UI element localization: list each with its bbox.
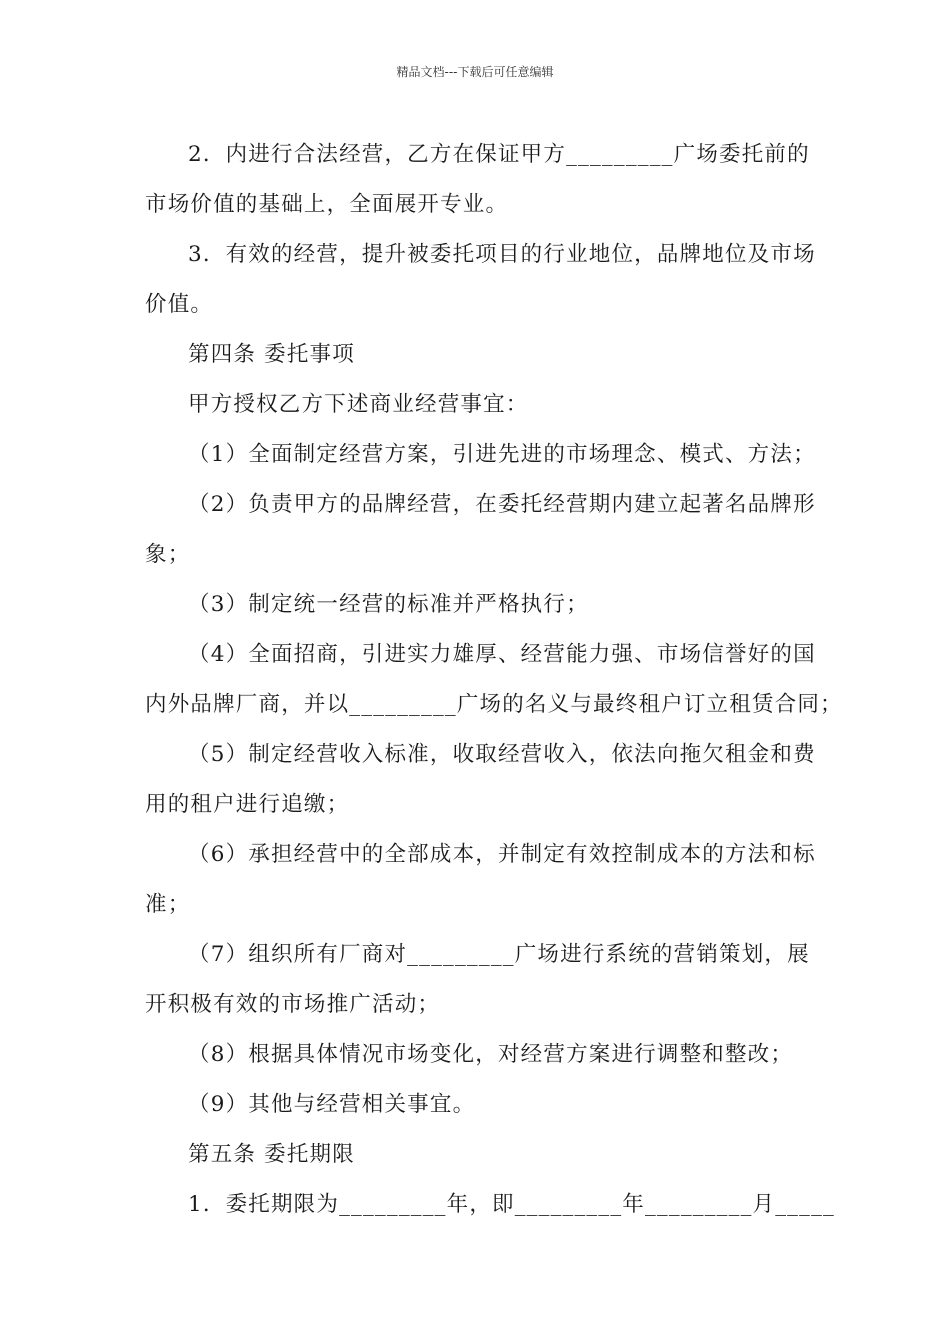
page-header: 精品文档---下载后可任意编辑 (396, 65, 554, 79)
text-line: 开积极有效的市场推广活动； (145, 992, 441, 1017)
text-line: 象； (145, 542, 191, 567)
text-line: 准； (145, 892, 191, 917)
text-line: 3．有效的经营，提升被委托项目的行业地位，品牌地位及市场 (188, 242, 816, 267)
text-line: （4）全面招商，引进实力雄厚、经营能力强、市场信誉好的国 (188, 642, 816, 667)
text-line: （3）制定统一经营的标准并严格执行； (188, 592, 589, 617)
text-line: 甲方授权乙方下述商业经营事宜： (188, 392, 529, 417)
text-line: （1）全面制定经营方案，引进先进的市场理念、模式、方法； (188, 442, 816, 467)
text-line: （8）根据具体情况市场变化，对经营方案进行调整和整改； (188, 1042, 794, 1067)
text-line: （9）其他与经营相关事宜。 (188, 1092, 476, 1117)
text-line: 第五条 委托期限 (188, 1142, 355, 1167)
text-line: （6）承担经营中的全部成本，并制定有效控制成本的方法和标 (188, 842, 816, 867)
text-line: 价值。 (145, 292, 214, 317)
text-line: 1．委托期限为_________年，即_________年_________月_____ (188, 1192, 835, 1217)
text-line: 2．内进行合法经营，乙方在保证甲方_________广场委托前的 (188, 142, 810, 167)
text-line: 内外品牌厂商，并以_________广场的名义与最终租户订立租赁合同； (145, 692, 843, 717)
text-line: 市场价值的基础上，全面展开专业。 (145, 192, 509, 217)
text-line: （5）制定经营收入标准，收取经营收入，依法向拖欠租金和费 (188, 742, 816, 767)
text-line: 用的租户进行追缴； (145, 792, 350, 817)
text-line: 第四条 委托事项 (188, 342, 355, 367)
document-body (145, 130, 843, 1230)
text-line: （7）组织所有厂商对_________广场进行系统的营销策划，展 (188, 942, 810, 967)
text-line: （2）负责甲方的品牌经营，在委托经营期内建立起著名品牌形 (188, 492, 816, 517)
